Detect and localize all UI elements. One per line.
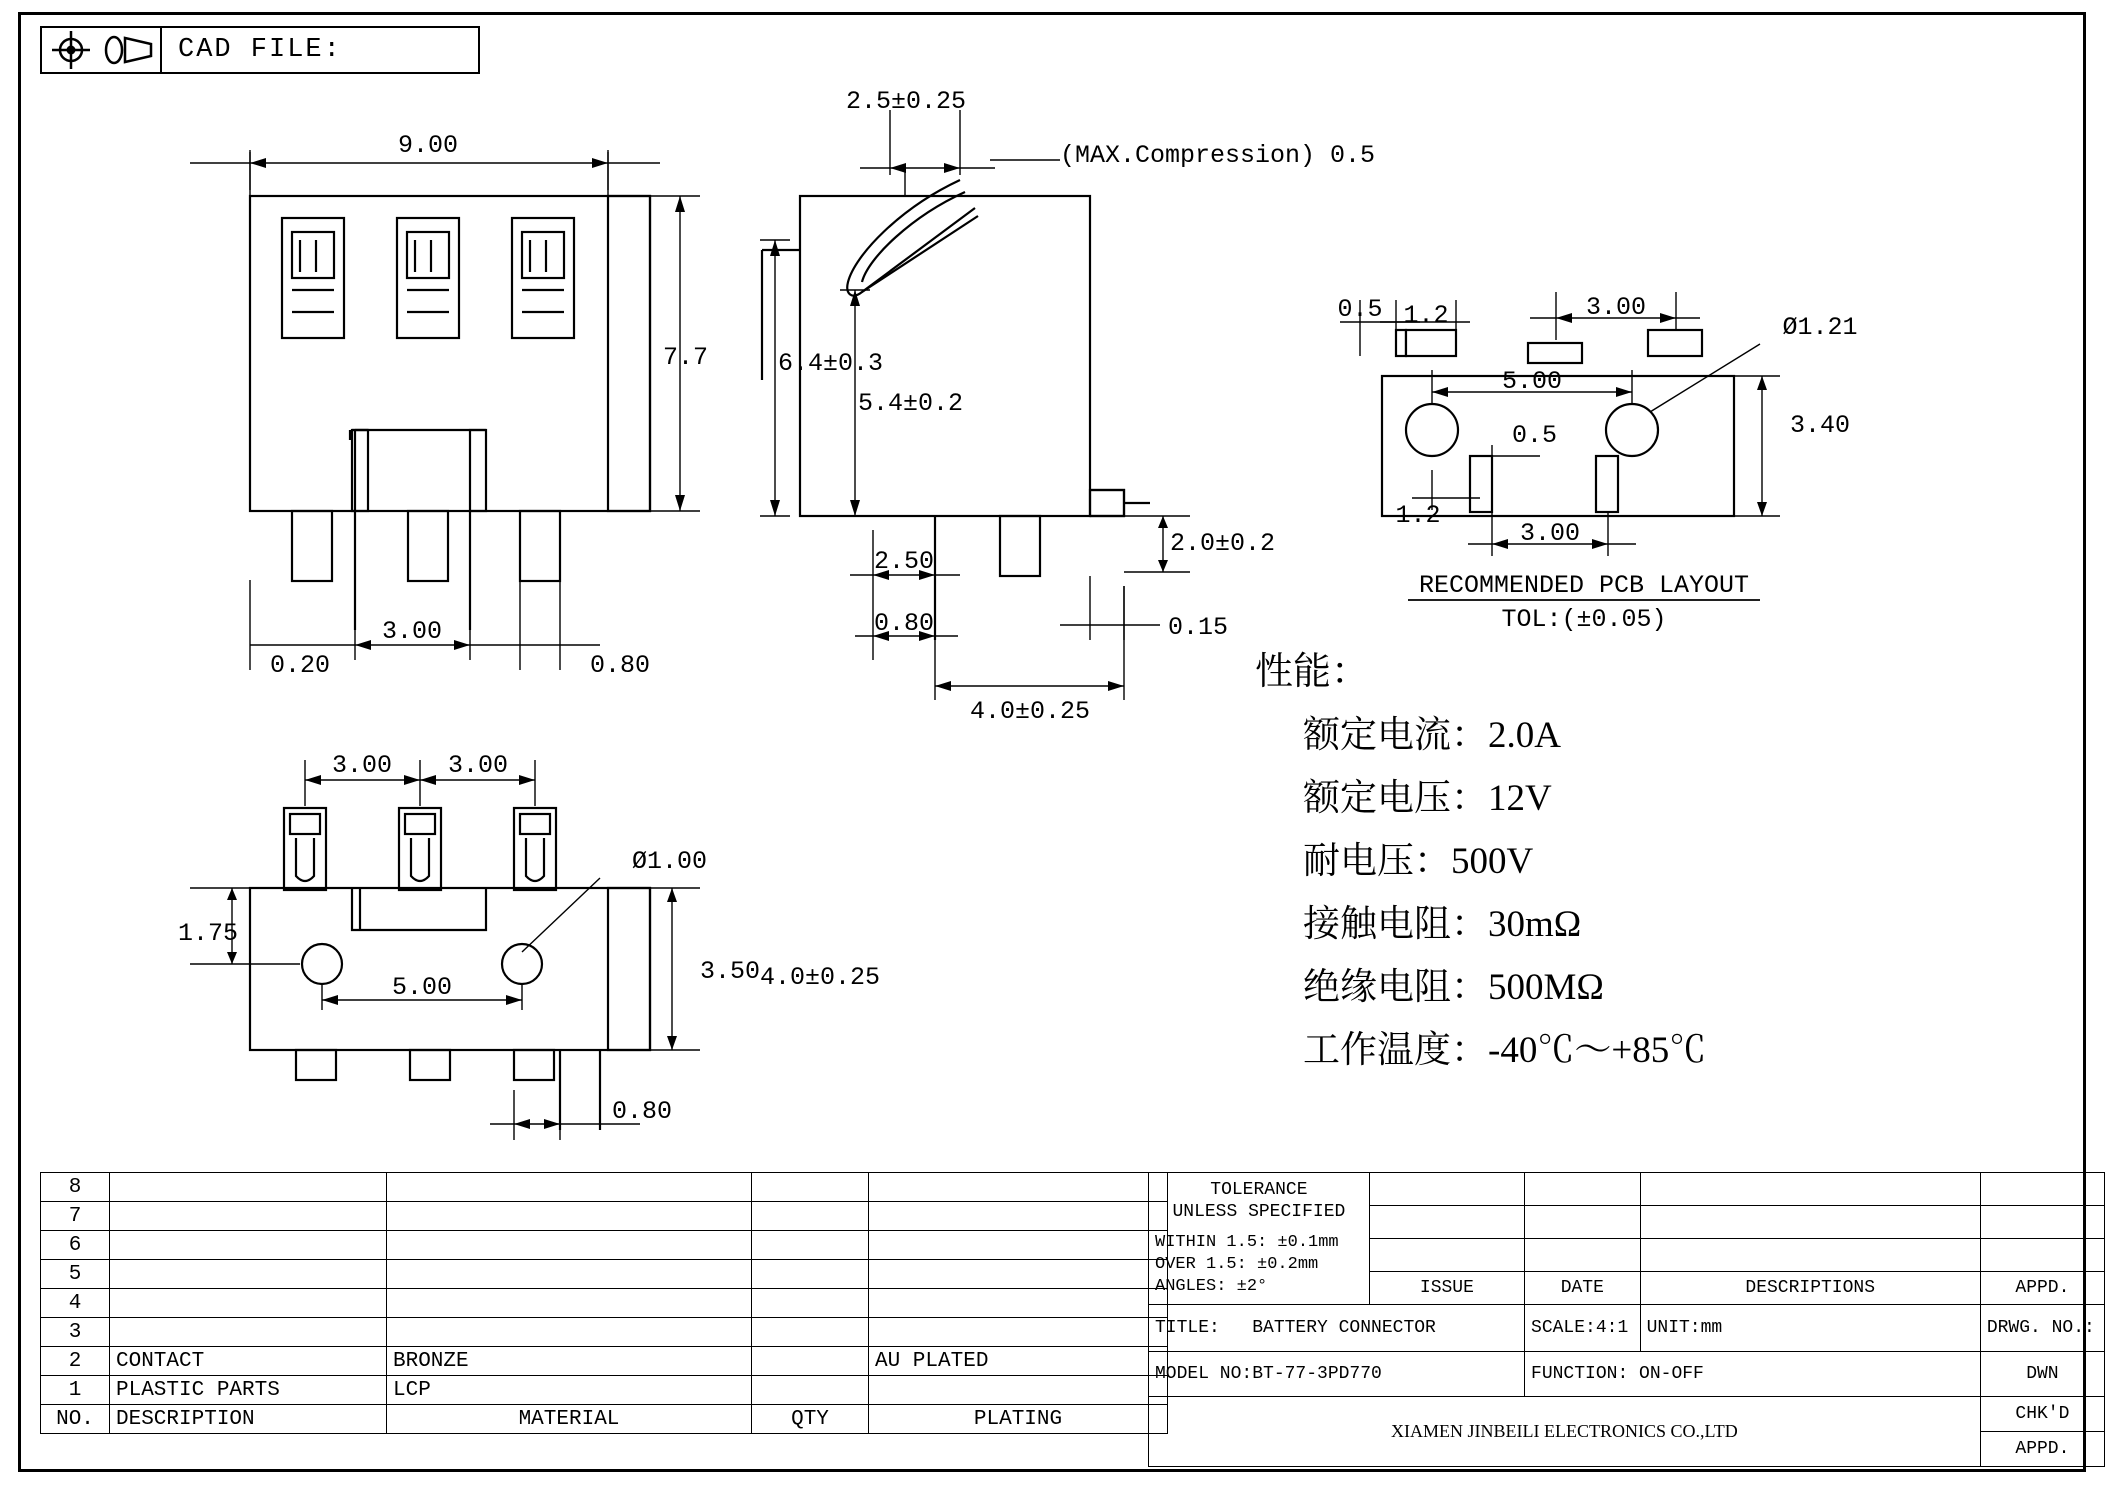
header-material: MATERIAL (387, 1405, 752, 1434)
title-block-row (1149, 1173, 2105, 1206)
table-row (41, 1347, 1168, 1376)
model-label: MODEL NO: (1155, 1364, 1253, 1384)
dim-pcb-g: 0.5 (1512, 421, 1558, 450)
tolerance-header-line1: TOLERANCE (1210, 1179, 1308, 1200)
chkd-cell: CHK'D (1980, 1397, 2104, 1432)
cell-description: CONTACT (110, 1347, 387, 1376)
model-value: BT-77-3PD770 (1252, 1364, 1382, 1384)
dim-side-d4: 2.0±0.2 (1170, 529, 1276, 558)
cell-no: 4 (41, 1289, 110, 1318)
title-block (1148, 1172, 2105, 1467)
dwn-cell: DWN (1980, 1352, 2104, 1397)
cell-no: 5 (41, 1260, 110, 1289)
cell-qty (752, 1202, 869, 1231)
spec-insulation-resistance: 绝缘电阻：500MΩ (1303, 967, 1604, 1008)
cell-qty (752, 1289, 869, 1318)
table-header-row (41, 1405, 1168, 1434)
dim-side-d5: 0.15 (1168, 613, 1229, 642)
tolerance-cell (1149, 1173, 1370, 1305)
performance-specs (1255, 640, 1706, 1082)
cell-plating (869, 1376, 1168, 1405)
date-cell-empty-3 (1525, 1239, 1641, 1272)
dim-max-compression: (MAX.Compression) 0.5 (1060, 141, 1376, 170)
dim-pcb-h: 1.2 (1395, 501, 1441, 530)
appd-cell-empty-3 (1980, 1239, 2104, 1272)
performance-title: 性能： (1255, 651, 1370, 693)
cell-plating (869, 1318, 1168, 1347)
dim-bottom-l5: 0.80 (612, 1097, 673, 1126)
cell-no: 8 (41, 1173, 110, 1202)
tolerance-line1: WITHIN 1.5: ±0.1mm (1155, 1232, 1339, 1252)
issue-cell-empty-2 (1369, 1206, 1524, 1239)
dim-front-pin-width: 0.80 (589, 651, 651, 680)
title-row (1149, 1305, 2105, 1352)
model-row (1149, 1352, 2105, 1397)
cell-plating (869, 1260, 1168, 1289)
dim-bottom-l1: 1.75 (177, 919, 239, 948)
appd-header: APPD. (1980, 1272, 2104, 1305)
cell-qty (752, 1318, 869, 1347)
cell-qty (752, 1173, 869, 1202)
dim-side-d1: 2.50 (873, 547, 935, 576)
appd-cell: APPD. (1980, 1432, 2104, 1467)
dim-pcb-c: 3.00 (1585, 293, 1647, 322)
cell-qty (752, 1231, 869, 1260)
dim-side-d2: 0.80 (873, 609, 935, 638)
cell-no: 2 (41, 1347, 110, 1376)
dim-front-pitch: 3.00 (381, 617, 443, 646)
dim-bottom-dia: Ø1.00 (632, 847, 708, 876)
dim-pcb-a: 0.5 (1337, 295, 1383, 324)
company-name: XIAMEN JINBEILI ELECTRONICS CO.,LTD (1149, 1397, 1981, 1467)
cell-description (110, 1202, 387, 1231)
cell-no: 3 (41, 1318, 110, 1347)
dim-bottom-p2: 3.00 (447, 751, 509, 780)
cell-qty (752, 1376, 869, 1405)
cell-description (110, 1260, 387, 1289)
cell-material (387, 1202, 752, 1231)
descriptions-header: DESCRIPTIONS (1640, 1272, 1980, 1305)
date-header: DATE (1525, 1272, 1641, 1305)
cell-description (110, 1289, 387, 1318)
issue-cell-empty (1369, 1173, 1524, 1206)
tolerance-line2: OVER 1.5: ±0.2mm (1155, 1254, 1319, 1274)
date-cell-empty (1525, 1173, 1641, 1206)
cell-plating: AU PLATED (869, 1347, 1168, 1376)
dim-pcb-f: 3.40 (1790, 411, 1851, 440)
cell-plating (869, 1173, 1168, 1202)
cell-material: LCP (387, 1376, 752, 1405)
appd-cell-empty (1980, 1173, 2104, 1206)
header-no: NO. (41, 1405, 110, 1434)
descriptions-cell-empty-2 (1640, 1206, 1980, 1239)
dim-pcb-i: 3.00 (1519, 519, 1581, 548)
cell-qty (752, 1347, 869, 1376)
function-cell: FUNCTION: ON-OFF (1525, 1352, 1981, 1397)
model-no (1149, 1352, 1525, 1397)
dim-bottom-l4: 4.0±0.25 (760, 963, 881, 992)
pcb-layout-title: RECOMMENDED PCB LAYOUT (1418, 571, 1750, 600)
table-row (41, 1289, 1168, 1318)
cell-material (387, 1289, 752, 1318)
appd-cell-empty-2 (1980, 1206, 2104, 1239)
dim-pcb-b: 1.2 (1403, 301, 1449, 330)
table-row (41, 1173, 1168, 1202)
table-row (41, 1376, 1168, 1405)
cell-plating (869, 1289, 1168, 1318)
header-qty: QTY (752, 1405, 869, 1434)
dim-bottom-l2: 5.00 (391, 973, 453, 1002)
cell-material (387, 1318, 752, 1347)
unit-cell: UNIT:mm (1640, 1305, 1980, 1352)
table-row (41, 1202, 1168, 1231)
date-cell-empty-2 (1525, 1206, 1641, 1239)
cell-description (110, 1318, 387, 1347)
cell-description (110, 1231, 387, 1260)
header-plating: PLATING (869, 1405, 1168, 1434)
cell-description: PLASTIC PARTS (110, 1376, 387, 1405)
issue-header: ISSUE (1369, 1272, 1524, 1305)
dim-bottom-p1: 3.00 (331, 751, 393, 780)
table-row (41, 1260, 1168, 1289)
dim-side-top: 2.5±0.25 (845, 87, 967, 116)
dim-pcb-dia: Ø1.21 (1782, 313, 1858, 342)
table-row (41, 1318, 1168, 1347)
dim-front-height: 7.7 (663, 343, 709, 372)
tolerance-line3: ANGLES: ±2° (1155, 1277, 1268, 1297)
parts-table (40, 1172, 1168, 1434)
cell-plating (869, 1231, 1168, 1260)
spec-operating-temperature: 工作温度：-40℃～+85℃ (1303, 1030, 1707, 1071)
descriptions-cell-empty-3 (1640, 1239, 1980, 1272)
pcb-layout-tol: TOL:(±0.05) (1501, 605, 1667, 634)
cad-file-label: CAD FILE: (178, 35, 342, 65)
spec-rated-current: 额定电流：2.0A (1303, 715, 1561, 756)
table-row (41, 1231, 1168, 1260)
dim-pcb-d: 5.00 (1501, 367, 1563, 396)
dim-side-h2: 5.4±0.2 (858, 389, 964, 418)
cell-no: 6 (41, 1231, 110, 1260)
tolerance-header-line2: UNLESS SPECIFIED (1172, 1202, 1346, 1223)
spec-contact-resistance: 接触电阻：30mΩ (1303, 904, 1582, 945)
spec-withstand-voltage: 耐电压：500V (1303, 841, 1534, 882)
drwg-no-cell: DRWG. NO.: (1980, 1305, 2104, 1352)
dim-bottom-l3: 3.50 (700, 957, 761, 986)
cell-material (387, 1231, 752, 1260)
dim-front-left-offset: 0.20 (269, 651, 331, 680)
cell-material (387, 1260, 752, 1289)
title-value: BATTERY CONNECTOR (1252, 1318, 1436, 1338)
company-row (1149, 1397, 2105, 1432)
drawing-title (1149, 1305, 1525, 1352)
cell-no: 7 (41, 1202, 110, 1231)
cell-description (110, 1173, 387, 1202)
scale-cell: SCALE:4:1 (1525, 1305, 1641, 1352)
dim-front-width: 9.00 (397, 131, 459, 160)
header-description: DESCRIPTION (110, 1405, 387, 1434)
cell-qty (752, 1260, 869, 1289)
title-label: TITLE: (1155, 1318, 1220, 1338)
cell-material (387, 1173, 752, 1202)
cell-plating (869, 1202, 1168, 1231)
descriptions-cell-empty (1640, 1173, 1980, 1206)
cell-no: 1 (41, 1376, 110, 1405)
dim-side-h1: 6.4±0.3 (778, 349, 884, 378)
issue-cell-empty-3 (1369, 1239, 1524, 1272)
cell-material: BRONZE (387, 1347, 752, 1376)
spec-rated-voltage: 额定电压：12V (1303, 778, 1552, 819)
dim-side-d3: 4.0±0.25 (969, 697, 1091, 726)
